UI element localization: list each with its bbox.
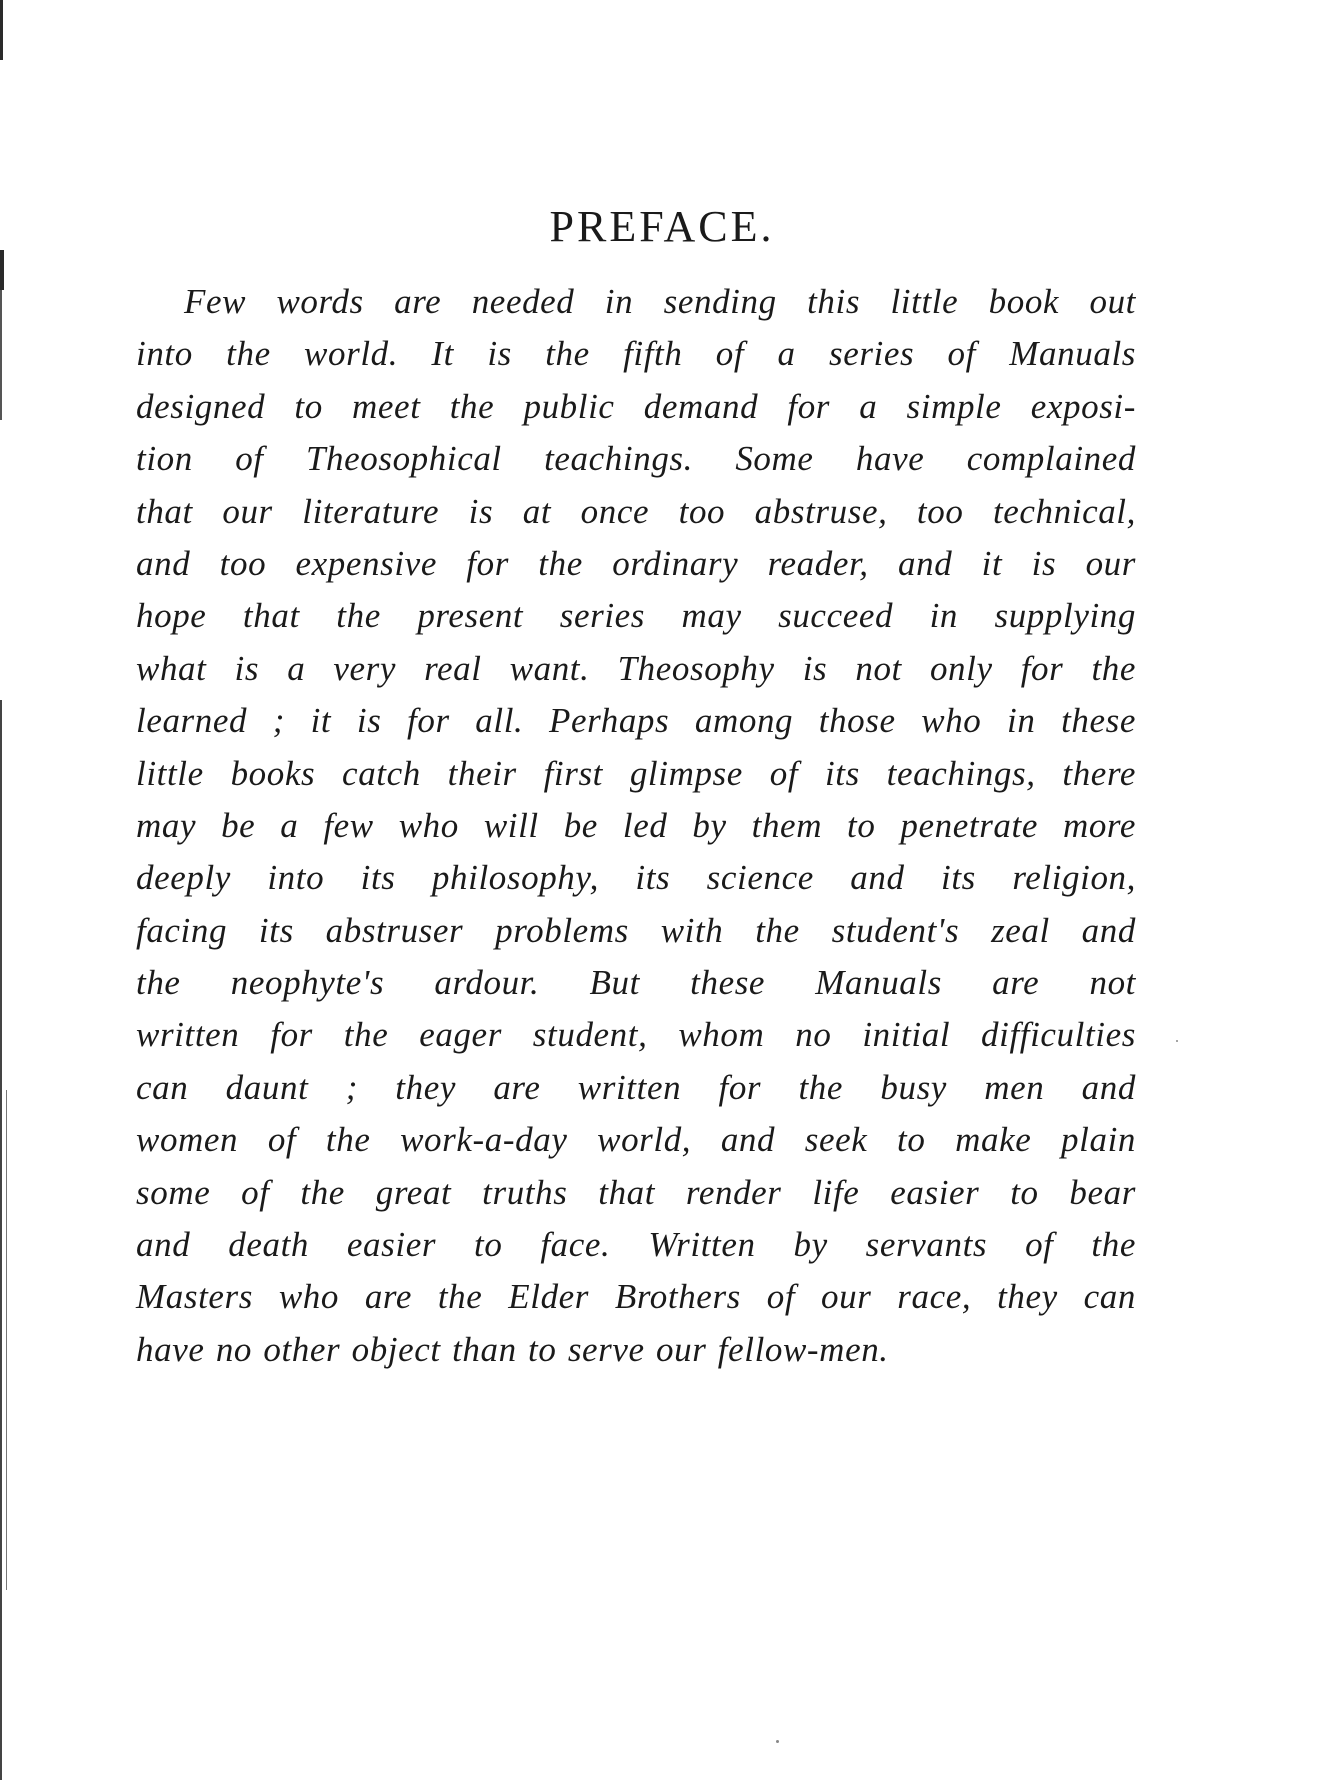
text-line: tion of Theosophical teachings. Some have complained [136,439,1136,479]
preface-paragraph [136,276,1136,1376]
binding-edge-mark [0,290,2,420]
text-line: learned ; it is for all. Perhaps among those who in these [136,701,1136,741]
text-line: Masters who are the Elder Brothers of our race, they can [136,1277,1136,1317]
binding-edge-mark [0,250,4,290]
text-line: written for the eager student, whom no initial difficulties [136,1015,1136,1055]
text-line: hope that the present series may succeed in supplying [136,596,1136,636]
text-line: deeply into its philosophy, its science and its religion, [136,858,1136,898]
text-line: into the world. It is the fifth of a series of Manuals [136,334,1136,374]
text-line: the neophyte's ardour. But these Manuals are not [136,963,1136,1003]
text-line: some of the great truths that render life easier to bear [136,1172,1136,1212]
text-line: and too expensive for the ordinary reader, and it is our [136,543,1136,583]
text-line: and death easier to face. Written by servants of the [136,1225,1136,1265]
text-line: women of the work-a-day world, and seek to make plain [136,1120,1136,1160]
text-line: may be a few who will be led by them to penetrate more [136,805,1136,845]
binding-edge-mark [0,0,3,60]
text-line: have no other object than to serve our fellow-men. [136,1329,889,1369]
text-line: can daunt ; they are written for the busy men and [136,1067,1136,1107]
scan-speck [1176,1040,1178,1042]
binding-edge-mark [0,700,2,1780]
text-line: what is a very real want. Theosophy is not only for the [136,648,1136,688]
page-title: PREFACE. [549,202,775,252]
binding-edge-mark [6,1090,7,1590]
scan-speck [776,1740,779,1743]
text-line: little books catch their first glimpse of its teachings, there [136,753,1136,793]
text-line: that our literature is at once too abstruse, too technical, [136,491,1136,531]
text-line: designed to meet the public demand for a simple exposi- [136,386,1136,426]
text-line: facing its abstruser problems with the student's zeal and [136,910,1136,950]
text-line: Few words are needed in sending this little book out [184,282,1136,321]
